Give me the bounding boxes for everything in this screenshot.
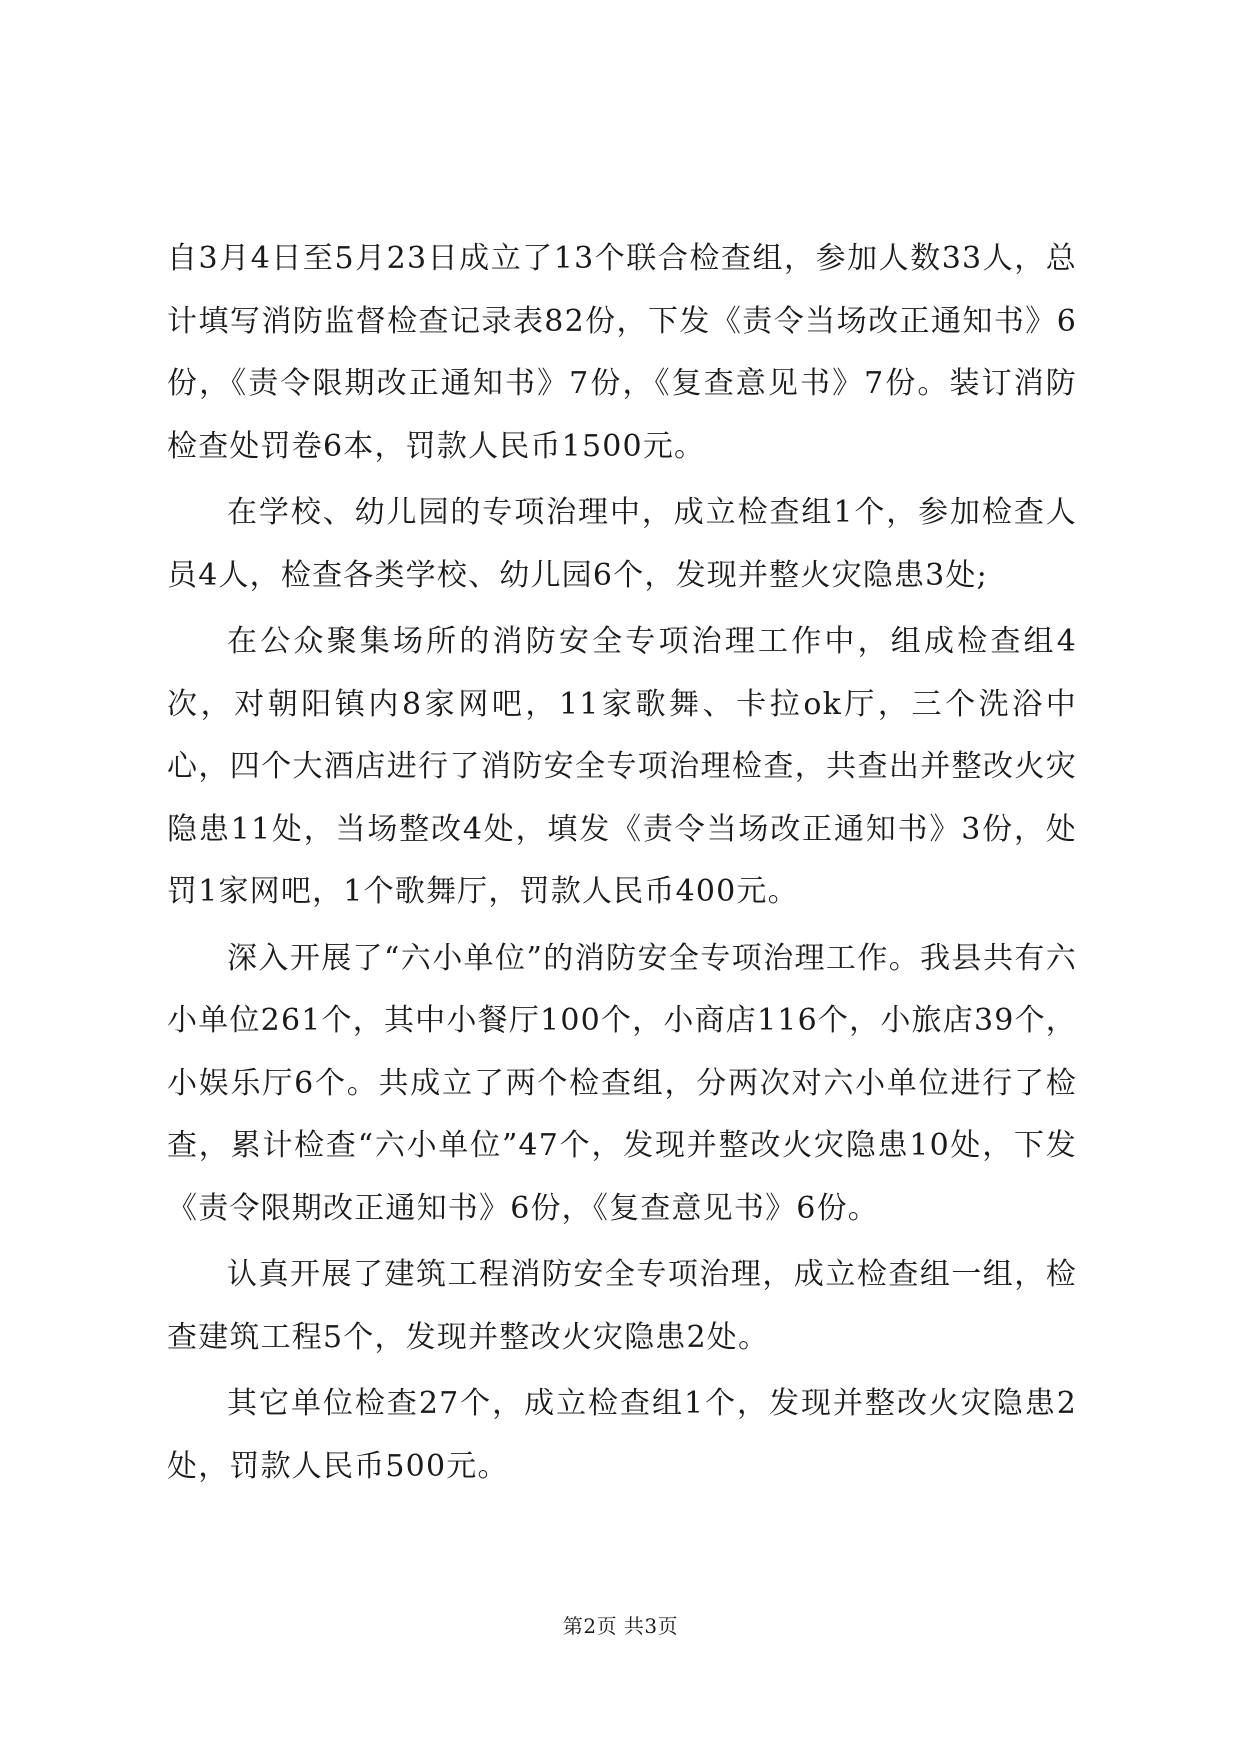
paragraph-construction: 认真开展了建筑工程消防安全专项治理，成立检查组一组，检查建筑工程5个，发现并整改火灾隐患2处。	[167, 1257, 1077, 1355]
paragraph-continuation: 自3月4日至5月23日成立了13个联合检查组，参加人数33人，总计填写消防监督检查记录表82份，下发《责令当场改正通知书》6份，《责令限期改正通知书》7份，《复查意见书》7份。装订消防检查处罚卷6本，罚款人民币1500元。	[167, 241, 1077, 464]
document-body	[167, 228, 1077, 1502]
paragraph-six-small-units: 深入开展了“六小单位”的消防安全专项治理工作。我县共有六小单位261个，其中小餐厅100个，小商店116个，小旅店39个，小娱乐厅6个。共成立了两个检查组，分两次对六小单位进行了检查，累计检查“六小单位”47个，发现并整改火灾隐患10处，下发《责令限期改正通知书》6份，《复查意见书》6份。	[167, 940, 1077, 1226]
paragraph-other-units: 其它单位检查27个，成立检查组1个，发现并整改火灾隐患2处，罚款人民币500元。	[167, 1386, 1077, 1484]
paragraph-public-venues: 在公众聚集场所的消防安全专项治理工作中，组成检查组4次，对朝阳镇内8家网吧，11家歌舞、卡拉ok厅，三个洗浴中心，四个大酒店进行了消防安全专项治理检查，共查出并整改火灾隐患11处，当场整改4处，填发《责令当场改正通知书》3份，处罚1家网吧，1个歌舞厅，罚款人民币400元。	[167, 624, 1077, 909]
page-number-footer: 第2页 共3页	[562, 1614, 679, 1638]
paragraph-schools: 在学校、幼儿园的专项治理中，成立检查组1个，参加检查人员4人，检查各类学校、幼儿园6个，发现并整火灾隐患3处;	[167, 495, 1077, 593]
